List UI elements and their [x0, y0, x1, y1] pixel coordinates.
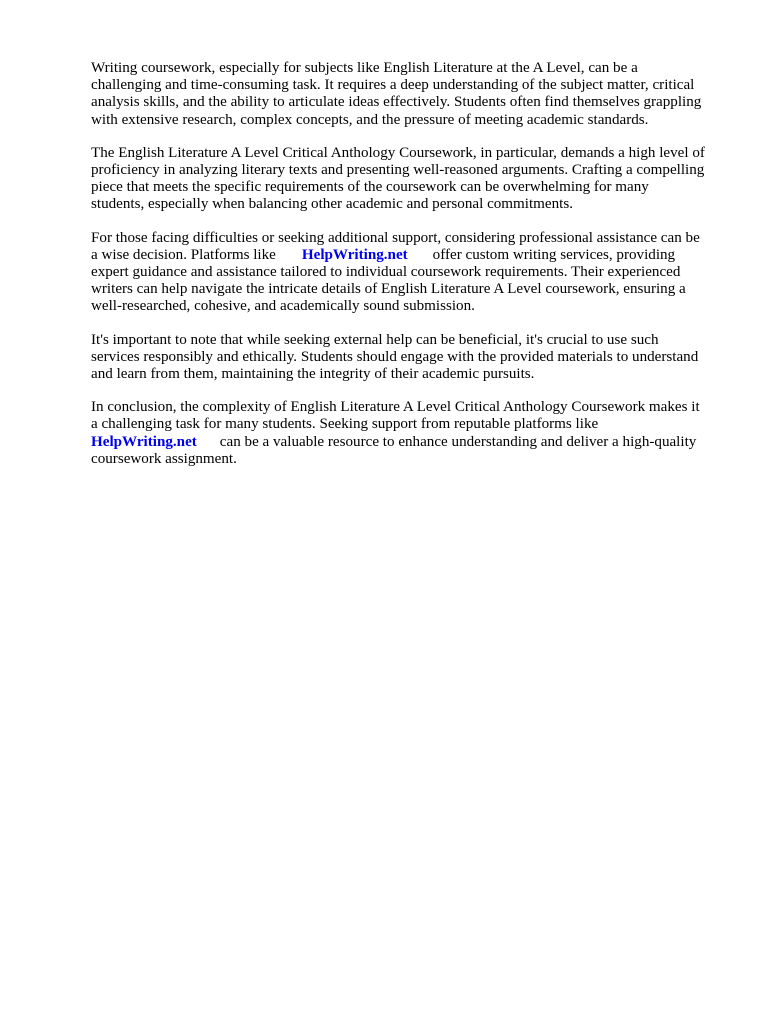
text-line-with-link	[91, 434, 736, 451]
paragraph-anthology	[91, 145, 736, 214]
paragraph-ethics	[91, 332, 736, 384]
paragraph-conclusion	[91, 399, 736, 468]
text-line: services responsibly and ethically. Students should engage with the provided materials to understand	[91, 348, 699, 365]
text-line: It's important to note that while seeking external help can be beneficial, it's crucial to use such	[91, 331, 659, 348]
text-line: coursework assignment.	[91, 450, 237, 467]
text-line: challenging and time-consuming task. It requires a deep understanding of the subject matter, critical	[91, 77, 695, 94]
helpwriting-link[interactable]: HelpWriting.net	[91, 433, 197, 450]
text-line: and learn from them, maintaining the integrity of their academic pursuits.	[91, 366, 535, 383]
text-segment: a wise decision. Platforms like	[91, 246, 276, 263]
text-line: The English Literature A Level Critical Anthology Coursework, in particular, demands a high level of	[91, 144, 705, 161]
helpwriting-link[interactable]: HelpWriting.net	[301, 246, 408, 263]
text-line: analysis skills, and the ability to articulate ideas effectively. Students often find themselves grappling	[91, 94, 702, 111]
text-line-with-link	[91, 247, 736, 264]
text-line: expert guidance and assistance tailored to individual coursework requirements. Their experienced	[91, 264, 681, 281]
text-segment: offer custom writing services, providing	[432, 246, 676, 263]
text-line: students, especially when balancing other academic and personal commitments.	[91, 196, 574, 213]
text-segment: can be a valuable resource to enhance understanding and deliver a high-quality	[219, 433, 697, 450]
document-body	[91, 60, 736, 484]
text-line: a challenging task for many students. Seeking support from reputable platforms like	[91, 416, 599, 433]
text-line: For those facing difficulties or seeking additional support, considering professional assistance can be	[91, 229, 700, 246]
text-line: piece that meets the specific requirements of the coursework can be overwhelming for many	[91, 179, 649, 196]
paragraph-intro	[91, 60, 736, 129]
text-line: proficiency in analyzing literary texts and presenting well-reasoned arguments. Crafting a compelling	[91, 162, 705, 179]
text-line: In conclusion, the complexity of English Literature A Level Critical Anthology Coursework makes it	[91, 399, 700, 416]
text-line: Writing coursework, especially for subjects like English Literature at the A Level, can be a	[91, 60, 638, 76]
text-line: writers can help navigate the intricate details of English Literature A Level coursework, ensuring a	[91, 281, 686, 298]
text-line: well-researched, cohesive, and academically sound submission.	[91, 298, 475, 315]
text-line: with extensive research, complex concepts, and the pressure of meeting academic standards.	[91, 111, 649, 128]
paragraph-support	[91, 230, 736, 316]
